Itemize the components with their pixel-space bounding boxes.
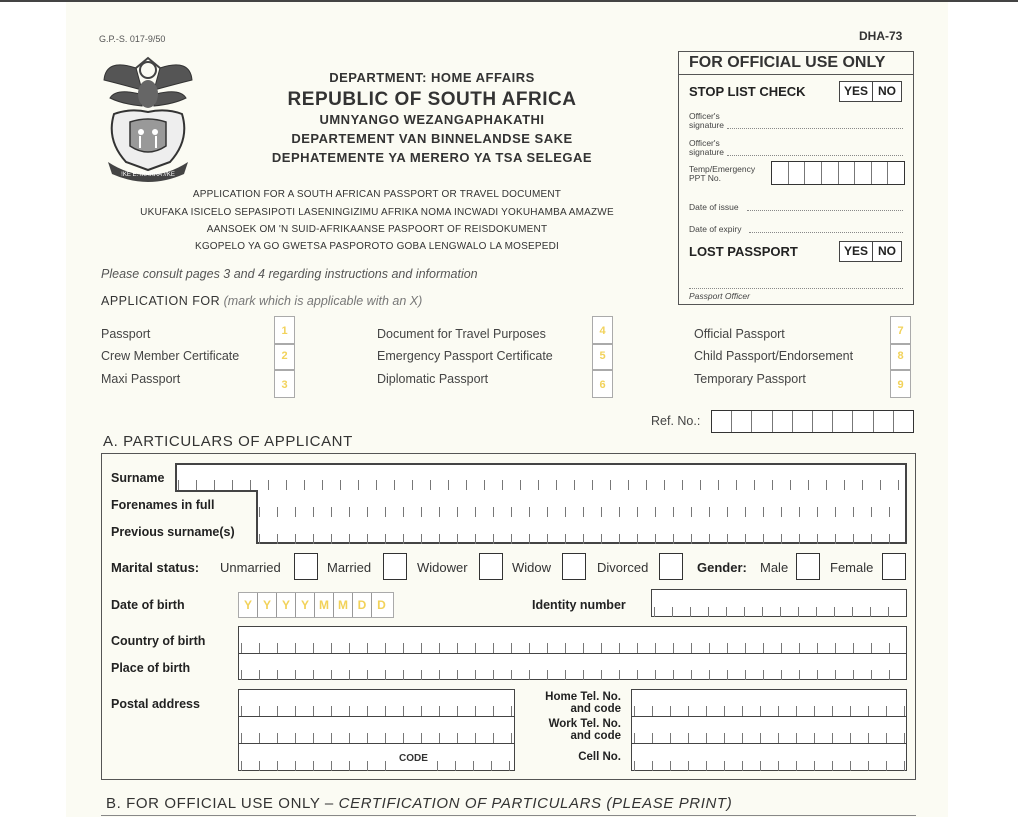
application-title-afrikaans: AANSOEK OM 'N SUID-AFRIKAANSE PASPOORT OF REISDOKUMENT xyxy=(206,224,548,235)
divider xyxy=(101,815,916,816)
date-of-issue-label: Date of issue xyxy=(689,202,739,212)
home-tel-cells xyxy=(634,689,905,716)
postal-address-label: Postal address xyxy=(111,697,200,711)
female-checkbox[interactable] xyxy=(882,553,906,580)
option-checkbox[interactable]: 2 xyxy=(274,344,295,370)
date-of-expiry-label: Date of expiry xyxy=(689,224,742,234)
work-tel-cells xyxy=(634,716,905,743)
divider xyxy=(679,74,913,75)
gender-option-label: Male xyxy=(760,560,789,575)
place-of-birth-cells xyxy=(241,653,905,680)
application-for-hint: (mark which is applicable with an X) xyxy=(223,294,423,308)
country-of-birth-label: Country of birth xyxy=(111,634,206,648)
option-checkbox[interactable]: 1 xyxy=(274,316,295,344)
postal-address-cells xyxy=(241,689,513,716)
application-for-label: APPLICATION FOR xyxy=(101,294,221,308)
option-label: Crew Member Certificate xyxy=(101,349,240,363)
ref-no-cells[interactable] xyxy=(711,410,914,433)
consult-note: Please consult pages 3 and 4 regarding instructions and information xyxy=(101,267,478,281)
dob-year-digit: Y xyxy=(239,593,258,617)
form-code: DHA-73 xyxy=(859,29,903,43)
option-label: Maxi Passport xyxy=(101,372,181,386)
date-of-issue-line[interactable] xyxy=(747,210,903,211)
marital-option-label: Married xyxy=(327,560,372,575)
temp-ppt-number-cells[interactable] xyxy=(771,161,905,185)
home-tel-label: Home Tel. No. and code xyxy=(545,691,621,715)
option-checkbox[interactable]: 6 xyxy=(592,370,613,398)
place-of-birth-label: Place of birth xyxy=(111,661,191,675)
surname-cells xyxy=(178,463,905,490)
identity-number-cells xyxy=(654,590,904,617)
dob-month-digit: M xyxy=(334,593,353,617)
postal-code-cells xyxy=(437,744,513,771)
forenames-cells xyxy=(259,490,905,517)
coat-of-arms-motto: !KE E: /XARRA //KE xyxy=(121,172,175,178)
lost-passport-yes[interactable]: YES xyxy=(839,241,873,262)
dept-english: DEPARTMENT: HOME AFFAIRS xyxy=(329,70,535,85)
cell-no-label: Cell No. xyxy=(578,751,621,763)
dept-zulu: UMNYANGO WEZANGAPHAKATHI xyxy=(319,112,545,127)
dept-sotho: DEPHATEMENTE YA MERERO YA TSA SELEGAE xyxy=(271,150,593,165)
lost-passport-no[interactable]: NO xyxy=(872,241,902,262)
marital-option-label: Unmarried xyxy=(220,560,281,575)
signature-line[interactable] xyxy=(727,128,903,129)
stop-list-no[interactable]: NO xyxy=(872,81,902,102)
option-checkbox[interactable]: 3 xyxy=(274,370,295,398)
passport-officer-label: Passport Officer xyxy=(689,291,750,301)
dob-year-digit: Y xyxy=(296,593,315,617)
postal-address-cells xyxy=(241,744,396,771)
stop-list-check-label: STOP LIST CHECK xyxy=(689,84,806,99)
application-title-english: APPLICATION FOR A SOUTH AFRICAN PASSPORT OR TRAVEL DOCUMENT xyxy=(192,189,562,200)
widow-checkbox[interactable] xyxy=(562,553,586,580)
surname-label: Surname xyxy=(111,471,165,485)
option-checkbox[interactable]: 8 xyxy=(890,344,911,370)
official-use-box xyxy=(678,51,914,305)
previous-surnames-label: Previous surname(s) xyxy=(111,525,235,539)
option-label: Official Passport xyxy=(694,327,785,341)
cell-no-cells xyxy=(634,744,905,771)
identity-number-label: Identity number xyxy=(532,598,626,612)
application-title-zulu: UKUFAKA ISICELO SEPASIPOTI LASENINGIZIMU AFRIKA NOMA INCWADI YOKUHAMBA AMAZWE xyxy=(140,207,614,218)
dob-day-digit: D xyxy=(353,593,372,617)
temp-emergency-label: Temp/Emergency PPT No. xyxy=(689,164,756,183)
stop-list-yes[interactable]: YES xyxy=(839,81,873,102)
option-checkbox[interactable]: 5 xyxy=(592,344,613,370)
work-tel-label: Work Tel. No. and code xyxy=(548,718,621,742)
option-label: Child Passport/Endorsement xyxy=(694,349,854,363)
republic-title: REPUBLIC OF SOUTH AFRICA xyxy=(287,89,577,110)
marital-option-label: Divorced xyxy=(597,560,649,575)
gender-option-label: Female xyxy=(830,560,874,575)
previous-surnames-cells xyxy=(259,517,905,544)
option-label: Emergency Passport Certificate xyxy=(377,349,553,363)
marital-option-label: Widow xyxy=(512,560,552,575)
option-label: Temporary Passport xyxy=(694,372,806,386)
option-label: Passport xyxy=(101,327,151,341)
unmarried-checkbox[interactable] xyxy=(294,553,318,580)
passport-officer-line[interactable] xyxy=(689,288,903,289)
marital-status-label: Marital status: xyxy=(111,560,200,575)
married-checkbox[interactable] xyxy=(383,553,407,580)
postal-address-cells xyxy=(241,716,513,743)
dob-month-digit: M xyxy=(315,593,334,617)
marital-option-label: Widower xyxy=(417,560,468,575)
ref-no-label: Ref. No.: xyxy=(651,414,701,428)
forenames-label: Forenames in full xyxy=(111,498,215,512)
application-title-sotho: KGOPELO YA GO GWETSA PASPOROTO GOBA LENGWALO LA MOSEPEDI xyxy=(194,241,560,252)
option-checkbox[interactable]: 9 xyxy=(890,370,911,398)
option-checkbox[interactable]: 7 xyxy=(890,316,911,344)
option-label: Document for Travel Purposes xyxy=(377,327,546,341)
signature-line[interactable] xyxy=(727,155,903,156)
divorced-checkbox[interactable] xyxy=(659,553,683,580)
application-for-heading xyxy=(101,294,422,308)
date-of-birth-field[interactable] xyxy=(238,592,394,618)
dob-year-digit: Y xyxy=(277,593,296,617)
official-use-title: FOR OFFICIAL USE ONLY xyxy=(689,54,886,71)
option-checkbox[interactable]: 4 xyxy=(592,316,613,344)
coat-of-arms-emblem xyxy=(96,50,200,184)
postal-code-label: CODE xyxy=(399,753,428,764)
country-of-birth-cells xyxy=(241,626,905,653)
dob-day-digit: D xyxy=(377,598,386,612)
section-b-heading: CERTIFICATION OF PARTICULARS (PLEASE PRINT) xyxy=(338,795,733,812)
dept-afrikaans: DEPARTEMENT VAN BINNELANDSE SAKE xyxy=(291,131,573,146)
dob-year-digit: Y xyxy=(258,593,277,617)
officer-signature-label: Officer's signature xyxy=(689,138,724,157)
section-b-title xyxy=(106,795,732,812)
male-checkbox[interactable] xyxy=(796,553,820,580)
lost-passport-label: LOST PASSPORT xyxy=(689,244,798,259)
gender-label: Gender: xyxy=(697,560,747,575)
option-label: Diplomatic Passport xyxy=(377,372,489,386)
divider xyxy=(175,490,258,492)
date-of-expiry-line[interactable] xyxy=(749,232,903,233)
date-of-birth-label: Date of birth xyxy=(111,598,185,612)
widower-checkbox[interactable] xyxy=(479,553,503,580)
gps-code: G.P.-S. 017-9/50 xyxy=(99,34,166,44)
section-a-title: A. PARTICULARS OF APPLICANT xyxy=(103,433,353,450)
officer-signature-label: Officer's signature xyxy=(689,111,724,130)
section-b-prefix: B. FOR OFFICIAL USE ONLY – xyxy=(106,795,334,812)
